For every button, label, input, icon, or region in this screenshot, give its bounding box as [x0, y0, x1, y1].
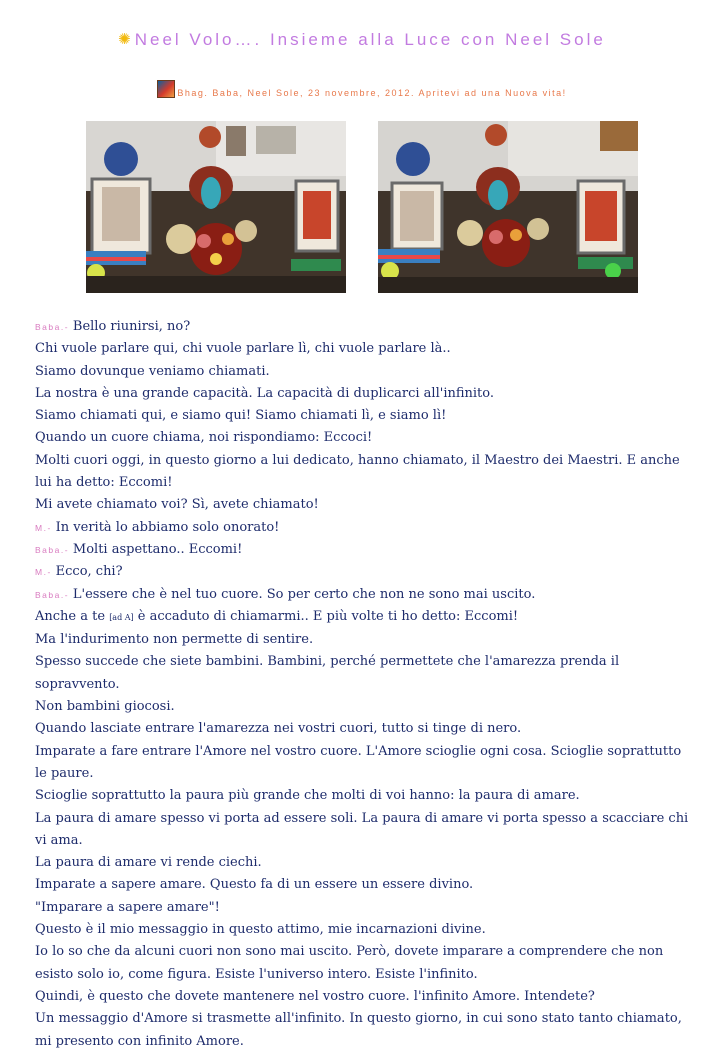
line-text: Ecco, chi?	[55, 564, 123, 580]
speaker-label: Baba.-	[35, 589, 73, 600]
paragraph-line: Siamo dovunque veniamo chiamati.	[35, 363, 270, 379]
paragraph-line: Spesso succede che siete bambini. Bambini, perché permettete che l'amarezza prenda il sopravvento.	[35, 654, 620, 692]
paragraph-line	[35, 316, 695, 338]
speaker-label: M.-	[35, 567, 56, 578]
paragraph-line: Io lo so che da alcuni cuori non sono mai uscito. Però, dovete imparare a comprendere che non esisto solo io, come figura. Esiste l'universo intero. Esiste l'infinito.	[35, 944, 664, 982]
paragraph-line: Questo è il mio messaggio in questo attimo, mie incarnazioni divine.	[35, 922, 486, 938]
line-text: Bello riunirsi, no?	[72, 319, 191, 334]
paragraph-line: Molti cuori oggi, in questo giorno a lui dedicato, hanno chiamato, il Maestro dei Maestri. E anche lui ha detto: Eccomi!	[35, 452, 680, 491]
line-text: Molti aspettano.. Eccomi!	[72, 541, 243, 557]
paragraph-line	[35, 539, 695, 561]
avatar	[157, 80, 175, 98]
paragraph-line: Ma l'indurimento non permette di sentire.	[35, 632, 314, 648]
paragraph-line: Imparate a sapere amare. Questo fa di un essere un essere divino.	[35, 877, 474, 893]
subtitle	[0, 80, 724, 98]
paragraph-line: Siamo chiamati qui, e siamo qui! Siamo chiamati lì, e siamo lì!	[35, 408, 447, 424]
paragraph-line: La nostra è una grande capacità. La capacità di duplicarci all'infinito.	[35, 385, 494, 401]
header	[0, 30, 724, 50]
paragraph-line: Chi vuole parlare qui, chi vuole parlare lì, chi vuole parlare là..	[35, 341, 451, 357]
message-body	[35, 316, 695, 1053]
paragraph-line: Quando un cuore chiama, noi rispondiamo: Eccoci!	[35, 430, 373, 446]
speaker-label: Baba.-	[35, 322, 73, 332]
speaker-label: Baba.-	[35, 544, 73, 555]
sun-flower-icon: ✺	[118, 32, 131, 48]
line-text: In verità lo abbiamo solo onorato!	[55, 519, 280, 535]
paragraph-line: Scioglie soprattutto la paura più grande che molti di voi hanno: la paura di amare.	[35, 788, 580, 804]
speaker-label: M.-	[35, 522, 56, 533]
paragraph-line: "Imparare a sapere amare"!	[35, 899, 220, 915]
line-text: L'essere che è nel tuo cuore. So per certo che non ne sono mai uscito.	[72, 586, 536, 602]
bracket-note: [ad A]	[109, 612, 134, 622]
paragraph-line: La paura di amare spesso vi porta ad essere soli. La paura di amare vi porta spesso a scacciare chi vi ama.	[35, 810, 689, 848]
paragraph-line: Quando lasciate entrare l'amarezza nei vostri cuori, tutto si tinge di nero.	[35, 721, 522, 737]
paragraph-line: Imparate a fare entrare l'Amore nel vostro cuore. L'Amore scioglie ogni cosa. Scioglie soprattutto le paure.	[35, 743, 682, 781]
paragraph-line: Un messaggio d'Amore si trasmette all'infinito. In questo giorno, in cui sono stato tanto chiamato, mi presento con infinito Amore.	[35, 1011, 682, 1049]
paragraph-line: Mi avete chiamato voi? Sì, avete chiamato!	[35, 497, 319, 513]
altar-photo-1	[86, 121, 346, 293]
altar-photo-2	[378, 121, 638, 293]
paragraph-line: La paura di amare vi rende ciechi.	[35, 855, 262, 871]
paragraph-line	[35, 584, 695, 606]
paragraph-line: Quindi, è questo che dovete mantenere nel vostro cuore. l'infinito Amore. Intendete?	[35, 988, 595, 1004]
page-title: Neel Volo…. Insieme alla Luce con Neel Sole	[134, 30, 606, 49]
paragraph-line	[35, 561, 695, 583]
line-text: Anche a te	[35, 608, 110, 624]
line-text: è accaduto di chiamarmi.. E più volte ti ho detto: Eccomi!	[133, 608, 519, 624]
paragraph-line: Non bambini giocosi.	[35, 699, 175, 715]
subtitle-text: Bhag. Baba, Neel Sole, 23 novembre, 2012. Apritevi ad una Nuova vita!	[177, 88, 567, 98]
paragraph-line	[35, 606, 695, 629]
paragraph-line	[35, 517, 695, 539]
